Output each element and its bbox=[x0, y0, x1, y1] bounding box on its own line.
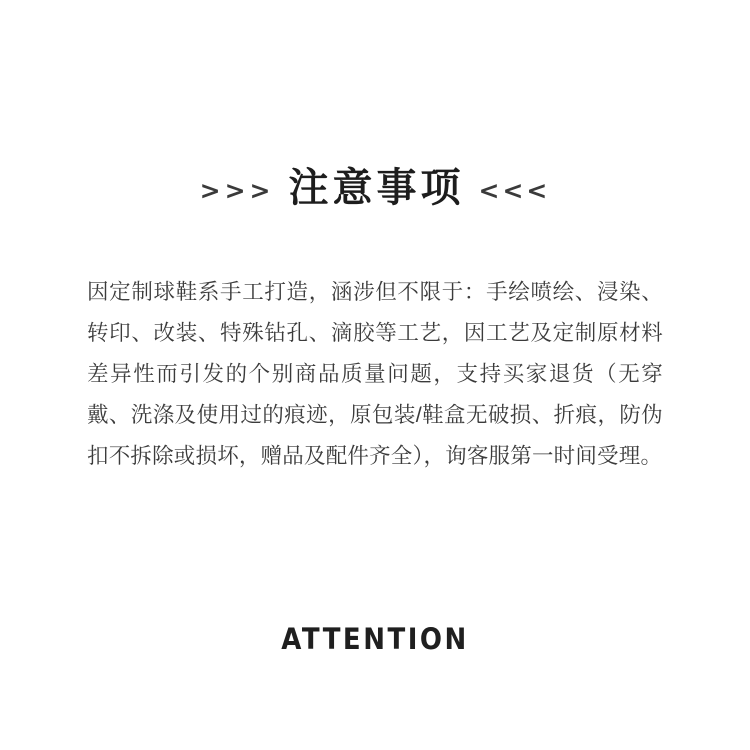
notice-paragraph: 因定制球鞋系手工打造，涵涉但不限于：手绘喷绘、浸染、转印、改装、特殊钻孔、滴胶等工艺，因工艺及定制原材料差异性而引发的个别商品质量问题，支持买家退货（无穿戴、洗涤及使用过的痕迹，原包装/鞋盒无破损、折痕，防伪扣不拆除或损坏，赠品及配件齐全），询客服第一时间受理。 bbox=[87, 279, 663, 468]
notice-body bbox=[87, 250, 663, 498]
footer bbox=[0, 625, 750, 655]
footer-label: ATTENTION bbox=[281, 623, 469, 657]
left-chevron-icon: >>> bbox=[199, 175, 275, 205]
page-title-text: 注意事项 bbox=[288, 165, 465, 211]
page-title bbox=[199, 165, 551, 211]
right-chevron-icon: <<< bbox=[478, 175, 551, 205]
